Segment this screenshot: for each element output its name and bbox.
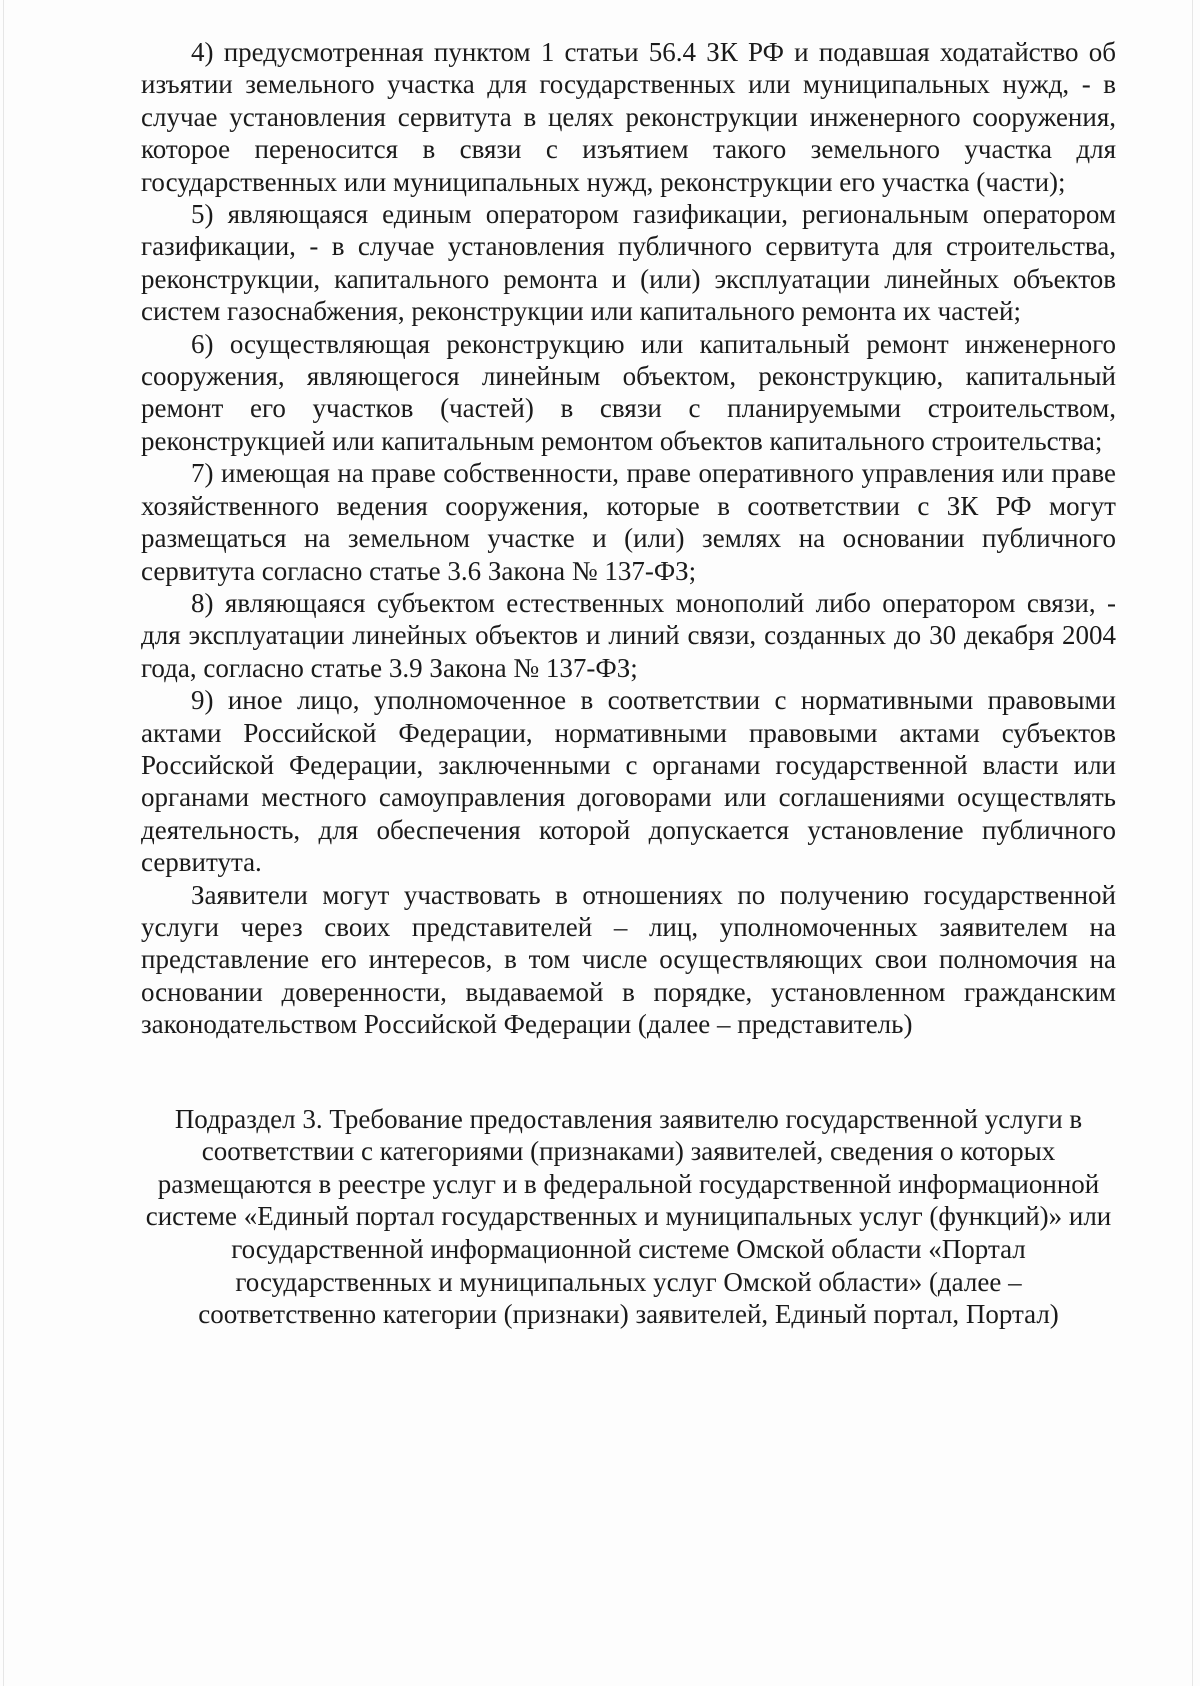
document-body bbox=[141, 36, 1116, 1331]
paragraph-item-5: 5) являющаяся единым оператором газификации, региональным оператором газификации, - в случае установления публичного сервитута для строительства, реконструкции, капитального ремонта и (или) эксплуатации линейных объектов систем газоснабжения, реконструкции или капитального ремонта их частей; bbox=[141, 199, 1116, 327]
paragraph-item-9: 9) иное лицо, уполномоченное в соответствии с нормативными правовыми актами Российской Федерации, нормативными правовыми актами субъектов Российской Федерации, заключенными с органами государственной власти или органами местного самоуправления договорами или соглашениями осуществлять деятельность, для обеспечения которой допускается установление публичного сервитута. bbox=[141, 685, 1116, 878]
scan-edge-right bbox=[1192, 0, 1193, 1686]
paragraph-item-4: 4) предусмотренная пунктом 1 статьи 56.4 ЗК РФ и подавшая ходатайство об изъятии земельного участка для государственных или муниципальных нужд, - в случае установления сервитута в целях реконструкции инженерного сооружения, которое переносится в связи с изъятием такого земельного участка для государственных или муниципальных нужд, реконструкции его участка (части); bbox=[141, 37, 1116, 197]
paragraph-item-7: 7) имеющая на праве собственности, праве оперативного управления или праве хозяйственного ведения сооружения, которые в соответствии с ЗК РФ могут размещаться на земельном участке и (или) землях на основании публичного сервитута согласно статье 3.6 Закона № 137-ФЗ; bbox=[141, 458, 1116, 586]
scan-edge-left bbox=[3, 0, 4, 1686]
paragraph-item-6: 6) осуществляющая реконструкцию или капитальный ремонт инженерного сооружения, являющегося линейным объектом, реконструкцию, капитальный ремонт его участков (частей) в связи с планируемыми строительством, реконструкцией или капитальным ремонтом объектов капитального строительства; bbox=[141, 328, 1116, 456]
paragraph-representatives: Заявители могут участвовать в отношениях по получению государственной услуги через своих представителей – лиц, уполномоченных заявителем на представление его интересов, в том числе осуществляющих свои полномочия на основании доверенности, выдаваемой в порядке, установленном гражданским законодательством Российской Федерации (далее – представитель) bbox=[141, 879, 1116, 1040]
paragraph-item-8: 8) являющаяся субъектом естественных монополий либо оператором связи, - для эксплуатации линейных объектов и линий связи, созданных до 30 декабря 2004 года, согласно статье 3.9 Закона № 137-ФЗ; bbox=[141, 587, 1116, 683]
subsection-heading: Подраздел 3. Требование предоставления заявителю государственной услуги в соответствии с категориями (признаками) заявителей, сведения о которых размещаются в реестре услуг и в федеральной государственной информационной системе «Единый портал государственных и муниципальных услуг (функций)» или государственной информационной системе Омской области «Портал государственных и муниципальных услуг Омской области» (далее – соответственно категории (признаки) заявителей, Единый портал, Портал) bbox=[145, 1103, 1112, 1330]
